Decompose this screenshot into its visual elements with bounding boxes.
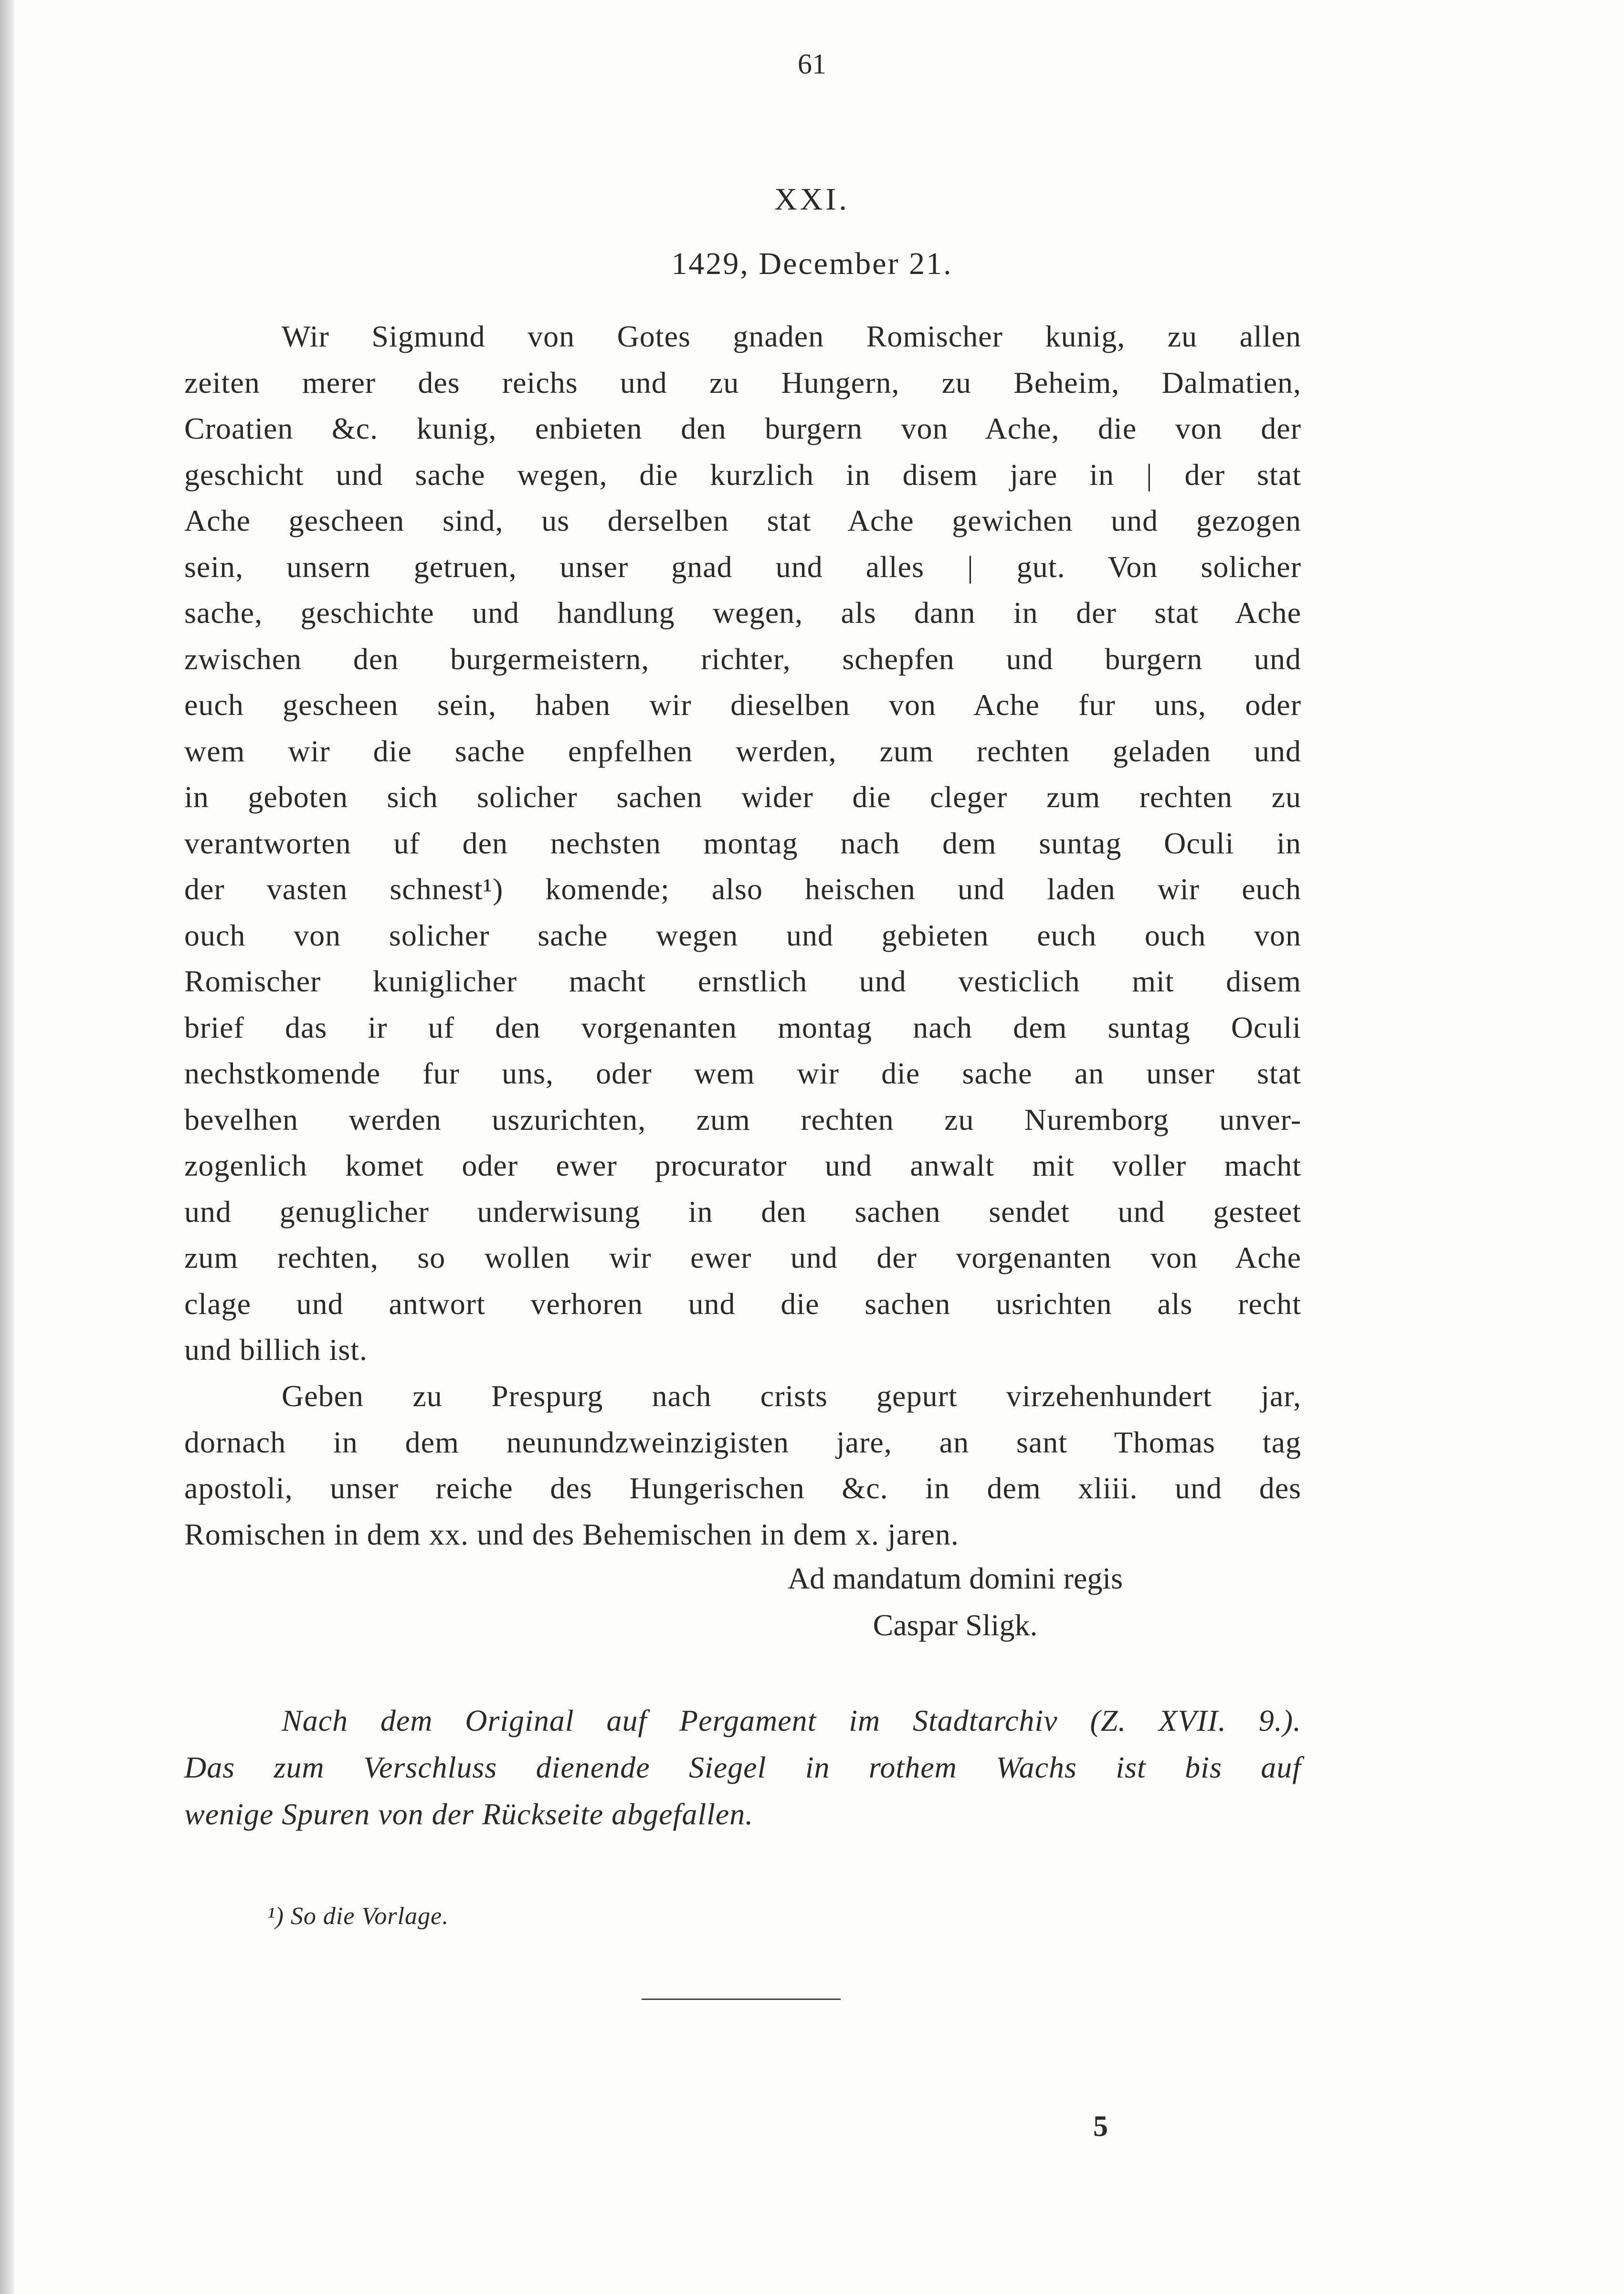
- signature-line-1: Ad mandatum domini regis: [787, 1561, 1123, 1595]
- body-line: verantworten uf den nechsten montag nach dem suntag Oculi in: [184, 826, 1301, 860]
- body-line: und billich ist.: [184, 1333, 368, 1367]
- body-line: bevelhen werden uszurichten, zum rechten zu Nuremborg unver-: [184, 1102, 1301, 1136]
- dating-line: apostoli, unser reiche des Hungerischen &c. in dem xliii. und des: [184, 1471, 1301, 1505]
- body-line: ouch von solicher sache wegen und gebieten euch ouch von: [184, 918, 1301, 952]
- body-line: sein, unsern getruen, unser gnad und alles | gut. Von solicher: [184, 549, 1301, 584]
- body-line: zwischen den burgermeistern, richter, schepfen und burgern und: [184, 642, 1301, 676]
- dating-line: dornach in dem neunundzweinzigisten jare, an sant Thomas tag: [184, 1425, 1301, 1459]
- body-line: sache, geschichte und handlung wegen, als dann in der stat Ache: [184, 596, 1301, 630]
- body-line: Ache gescheen sind, us derselben stat Ache gewichen und gezogen: [184, 504, 1301, 537]
- body-line: und genuglicher underwisung in den sachen sendet und gesteet: [184, 1194, 1301, 1229]
- page-footer-number: 5: [1093, 2110, 1108, 2143]
- dating-line: Romischen in dem xx. und des Behemischen in dem x. jaren.: [184, 1517, 959, 1551]
- signature-line-2: Caspar Sligk.: [873, 1608, 1038, 1642]
- source-note-line: Nach dem Original auf Pergament im Stadtarchiv (Z. XVII. 9.).: [282, 1704, 1301, 1737]
- document-number: XXI.: [774, 182, 850, 217]
- body-line: Croatien &c. kunig, enbieten den burgern von Ache, die von der: [184, 411, 1301, 445]
- body-line: zum rechten, so wollen wir ewer und der vorgenanten von Ache: [184, 1241, 1301, 1274]
- body-line: nechstkomende fur uns, oder wem wir die sache an unser stat: [184, 1056, 1301, 1090]
- body-line: Wir Sigmund von Gotes gnaden Romischer kunig, zu allen: [282, 319, 1301, 353]
- document-date: 1429, December 21.: [671, 246, 953, 281]
- body-line: wem wir die sache enpfelhen werden, zum rechten geladen und: [184, 734, 1301, 768]
- body-line: zogenlich komet oder ewer procurator und anwalt mit voller macht: [184, 1148, 1301, 1182]
- source-note-line: wenige Spuren von der Rückseite abgefallen.: [184, 1797, 754, 1831]
- body-line: Romischer kuniglicher macht ernstlich und vesticlich mit disem: [184, 964, 1301, 998]
- scan-edge: [0, 0, 14, 2294]
- source-note-line: Das zum Verschluss dienende Siegel in rothem Wachs ist bis auf: [184, 1750, 1301, 1784]
- page-header-number: 61: [798, 48, 826, 80]
- body-line: euch gescheen sein, haben wir dieselben von Ache fur uns, oder: [184, 688, 1301, 722]
- divider-rule: [642, 1999, 841, 2000]
- body-line: zeiten merer des reichs und zu Hungern, zu Beheim, Dalmatien,: [184, 365, 1301, 400]
- footnote: ¹) So die Vorlage.: [267, 1903, 449, 1930]
- body-line: geschicht und sache wegen, die kurzlich in disem jare in | der stat: [184, 457, 1301, 492]
- body-line: clage und antwort verhoren und die sachen usrichten als recht: [184, 1286, 1301, 1321]
- body-line: der vasten schnest¹) komende; also heischen und laden wir euch: [184, 872, 1301, 906]
- dating-line: Geben zu Prespurg nach crists gepurt virzehenhundert jar,: [282, 1379, 1301, 1413]
- body-line: brief das ir uf den vorgenanten montag nach dem suntag Oculi: [184, 1010, 1301, 1044]
- body-line: in geboten sich solicher sachen wider die cleger zum rechten zu: [184, 780, 1301, 814]
